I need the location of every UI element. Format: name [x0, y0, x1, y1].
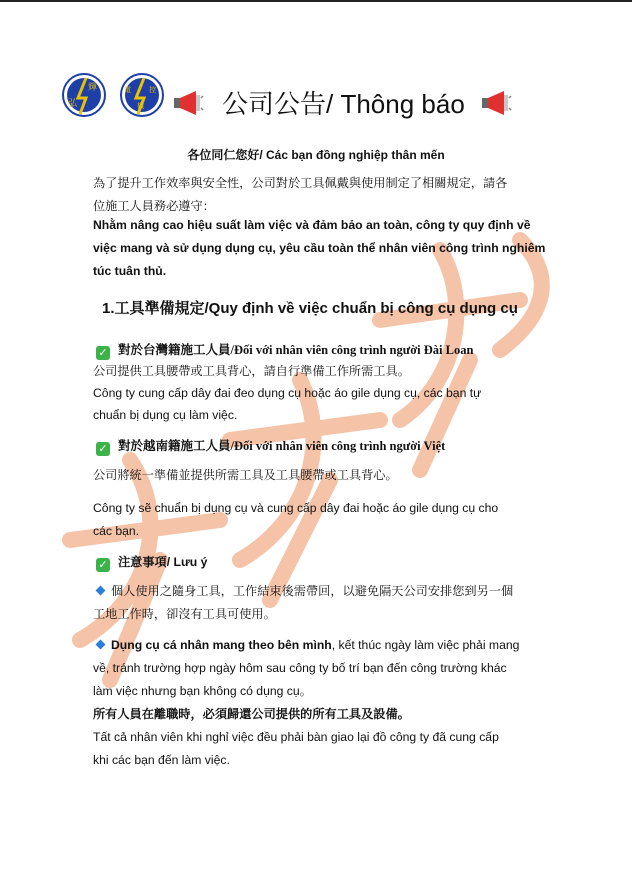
intro-zh-line: 位施工人員務必遵守： [93, 199, 215, 213]
check-icon: ✓ [96, 346, 110, 360]
notes-vi-rest: , kết thúc ngày làm việc phải mang [331, 638, 520, 652]
greeting: 各位同仁您好/ Các bạn đồng nghiệp thân mến [187, 148, 445, 162]
section-heading: 1.工具準備規定/Quy định về việc chuẩn bị công cụ dụng cụ [102, 300, 518, 317]
svg-text:弘: 弘 [68, 99, 78, 109]
vietnam-label-text: 對於越南籍施工人員/Đối với nhân viên công trình người Việt [118, 439, 446, 453]
taiwan-vi-line: Công ty cung cấp dây đai đeo dụng cụ hoặc áo gile dụng cụ, các bạn tự [93, 386, 482, 400]
notes-zh-line: 工地工作時，卻沒有工具可使用。 [93, 607, 276, 621]
notes-zh-line: 個人使用之隨身工具，工作結束後需帶回，以避免隔天公司安排您到另一個 [111, 584, 514, 598]
vietnam-zh: 公司將統一準備並提供所需工具及工具腰帶或工具背心。 [93, 468, 398, 482]
notes-zh [93, 580, 563, 626]
svg-text:輝: 輝 [88, 83, 98, 93]
company-logo-hui-hong [62, 72, 106, 118]
taiwan-zh: 公司提供工具腰帶或工具背心，請自行準備工作所需工具。 [93, 364, 410, 378]
megaphone-icon [172, 90, 204, 116]
bullet-diamond-icon [96, 586, 106, 596]
intro-zh-line: 為了提升工作效率與安全性，公司對於工具佩戴與使用制定了相關規定，請各 [93, 176, 508, 190]
notes-vi-line: về, tránh trường hợp ngày hôm sau công ty bố trí bạn đến công trường khác [93, 661, 507, 675]
check-icon: ✓ [96, 558, 110, 572]
return-zh: 所有人員在離職時，必須歸還公司提供的所有工具及設備。 [93, 707, 410, 721]
intro-vi-line: việc mang và sử dụng dụng cụ, yêu cầu toàn thể nhân viên công trình nghiêm [93, 241, 546, 255]
vietnam-vi-line: Công ty sẽ chuẩn bị dụng cụ và cung cấp dây đai hoặc áo gile dụng cụ cho [93, 501, 499, 515]
vietnam-vi-line: các bạn. [93, 524, 140, 538]
notes-vi [93, 634, 563, 772]
notes-label-text: 注意事項/ Lưu ý [118, 555, 208, 569]
vietnam-vi [93, 497, 563, 543]
intro-vi-line: Nhằm nâng cao hiệu suất làm việc và đảm bảo an toàn, công ty quy định về [93, 218, 531, 232]
page-title: 公司公告/ Thông báo [222, 89, 465, 119]
megaphone-icon [480, 90, 512, 116]
notes-label [96, 552, 207, 572]
taiwan-vi-line: chuẩn bị dụng cụ làm việc. [93, 408, 238, 422]
announcement-header [62, 72, 582, 138]
intro-zh [93, 172, 563, 218]
taiwan-body [93, 360, 563, 426]
svg-text:電: 電 [124, 86, 131, 94]
return-vi-line: khi các bạn đến làm việc. [93, 753, 230, 767]
svg-text:控: 控 [149, 86, 156, 94]
return-vi-line: Tất cả nhân viên khi nghỉ việc đều phải bàn giao lại đồ công ty đã cung cấp [93, 730, 499, 744]
svg-text:機: 機 [137, 102, 144, 110]
notes-vi-line: làm việc nhưng bạn không có dụng cụ。 [93, 684, 312, 698]
check-icon: ✓ [96, 442, 110, 456]
taiwan-label-text: 對於台灣籍施工人員/Đối với nhân viên công trình người Đài Loan [118, 343, 474, 357]
intro-vi [93, 214, 563, 283]
notes-vi-lead: Dụng cụ cá nhân mang theo bên mình [111, 638, 332, 652]
vietnam-label [96, 436, 445, 456]
intro-vi-line: túc tuân thủ. [93, 264, 167, 278]
top-border [0, 0, 632, 2]
bullet-diamond-icon [96, 640, 106, 650]
taiwan-label [96, 340, 473, 360]
company-logo-electric-control [120, 72, 164, 118]
